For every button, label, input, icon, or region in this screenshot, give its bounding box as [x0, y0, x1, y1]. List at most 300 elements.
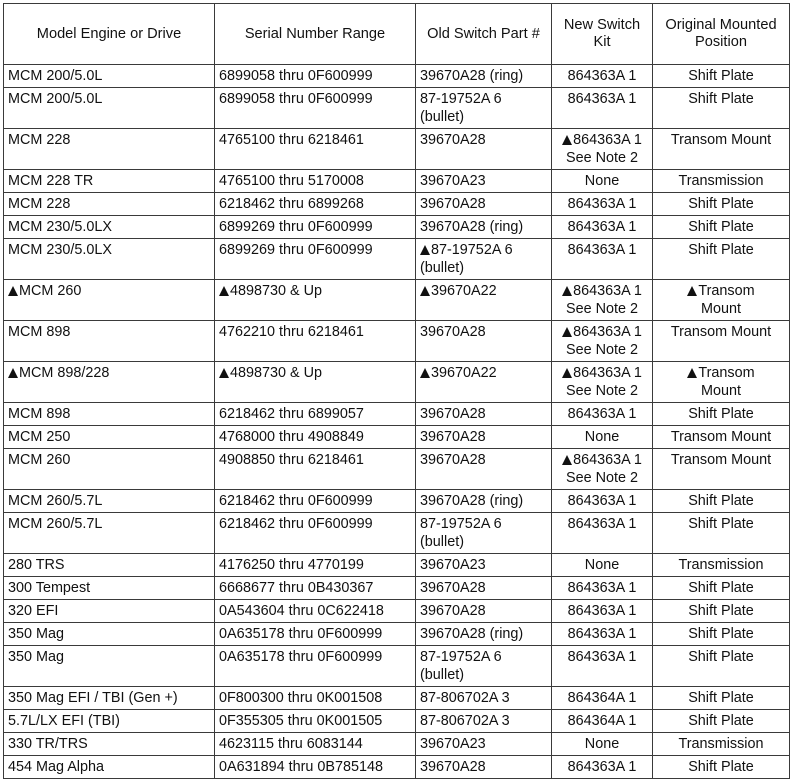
cell-line — [556, 218, 648, 236]
warning-triangle-icon — [562, 286, 572, 296]
cell-text: MCM 260/5.7L — [8, 493, 103, 509]
cell-text: Shift Plate — [688, 759, 754, 775]
cell-text: 6899269 thru 0F600999 — [219, 219, 373, 235]
cell-text: 39670A23 — [420, 736, 486, 752]
cell-serial-range — [215, 280, 416, 321]
cell-text: 864363A 1 — [573, 324, 642, 340]
switch-table-container — [3, 3, 789, 779]
cell-text: 280 TRS — [8, 557, 65, 573]
cell-model — [4, 216, 215, 239]
cell-text: 39670A28 (ring) — [420, 493, 524, 509]
cell-old-switch — [416, 687, 552, 710]
cell-text: MCM 250 — [8, 429, 71, 445]
cell-text: 454 Mag Alpha — [8, 759, 105, 775]
cell-old-switch — [416, 733, 552, 756]
cell-text: 4768000 thru 4908849 — [219, 429, 364, 445]
cell-line — [657, 451, 785, 469]
cell-text: Transmission — [678, 173, 764, 189]
cell-position — [653, 280, 790, 321]
cell-line — [420, 108, 547, 126]
header-new-kit — [552, 4, 653, 65]
cell-old-switch — [416, 646, 552, 687]
table-row — [4, 280, 790, 321]
cell-line — [420, 428, 547, 446]
table-row — [4, 687, 790, 710]
cell-model — [4, 65, 215, 88]
cell-line — [657, 758, 785, 776]
cell-line — [556, 515, 648, 533]
cell-old-switch — [416, 513, 552, 554]
cell-serial-range — [215, 710, 416, 733]
header-old-switch: Old Switch Part # — [416, 4, 552, 65]
cell-text: 39670A28 (ring) — [420, 626, 524, 642]
cell-text: MCM 260 — [8, 452, 71, 468]
cell-line — [657, 364, 785, 382]
cell-text: See Note 2 — [565, 470, 638, 486]
cell-new-kit — [552, 513, 653, 554]
cell-model — [4, 710, 215, 733]
cell-line — [556, 758, 648, 776]
warning-triangle-icon — [687, 368, 697, 378]
cell-old-switch — [416, 600, 552, 623]
cell-text: 864363A 1 — [567, 626, 637, 642]
cell-serial-range — [215, 623, 416, 646]
cell-line — [556, 67, 648, 85]
cell-new-kit — [552, 449, 653, 490]
cell-serial-range — [215, 490, 416, 513]
table-header-row — [4, 4, 790, 65]
cell-text: Shift Plate — [688, 242, 754, 258]
cell-text: MCM 230/5.0LX — [8, 242, 112, 258]
cell-text: 864363A 1 — [567, 91, 637, 107]
cell-old-switch — [416, 216, 552, 239]
header-position: Original Mounted Position — [653, 4, 790, 65]
cell-old-switch — [416, 65, 552, 88]
cell-line — [420, 195, 547, 213]
cell-text: 0A635178 thru 0F600999 — [219, 649, 383, 665]
cell-new-kit — [552, 600, 653, 623]
cell-old-switch — [416, 756, 552, 779]
table-row — [4, 216, 790, 239]
cell-text: 39670A28 — [420, 429, 486, 445]
cell-line — [556, 602, 648, 620]
cell-line — [420, 67, 547, 85]
cell-line — [657, 218, 785, 236]
cell-line — [657, 648, 785, 666]
cell-text: 87-806702A 3 — [420, 713, 510, 729]
table-row — [4, 449, 790, 490]
cell-line — [420, 515, 547, 533]
cell-text: 39670A23 — [420, 173, 486, 189]
cell-model — [4, 280, 215, 321]
cell-serial-range — [215, 65, 416, 88]
cell-position — [653, 554, 790, 577]
cell-serial-range — [215, 687, 416, 710]
cell-text: 864363A 1 — [567, 759, 637, 775]
cell-serial-range — [215, 554, 416, 577]
cell-line — [556, 712, 648, 730]
cell-text: 39670A28 — [420, 406, 486, 422]
cell-model — [4, 403, 215, 426]
table-row — [4, 65, 790, 88]
cell-line — [556, 131, 648, 149]
cell-text: MCM 898/228 — [19, 365, 110, 381]
cell-line — [657, 556, 785, 574]
cell-text: 864363A 1 — [567, 493, 637, 509]
cell-text: 39670A22 — [431, 365, 497, 381]
cell-text: 87-806702A 3 — [420, 690, 510, 706]
cell-text: 864363A 1 — [567, 649, 637, 665]
cell-text: MCM 260/5.7L — [8, 516, 103, 532]
cell-model — [4, 687, 215, 710]
cell-line — [556, 625, 648, 643]
cell-model — [4, 193, 215, 216]
cell-old-switch — [416, 403, 552, 426]
cell-line — [556, 689, 648, 707]
cell-line — [556, 451, 648, 469]
cell-text: Shift Plate — [688, 713, 754, 729]
cell-line — [657, 579, 785, 597]
warning-triangle-icon — [562, 135, 572, 145]
table-row — [4, 733, 790, 756]
cell-text: 4765100 thru 5170008 — [219, 173, 364, 189]
cell-text: 39670A22 — [431, 283, 497, 299]
cell-text: Transmission — [678, 557, 764, 573]
cell-line — [657, 67, 785, 85]
cell-text: Shift Plate — [688, 196, 754, 212]
table-body — [4, 65, 790, 779]
cell-text: 6218462 thru 0F600999 — [219, 516, 373, 532]
cell-text: Mount — [701, 301, 741, 317]
cell-position — [653, 129, 790, 170]
cell-new-kit — [552, 646, 653, 687]
cell-text: 4908850 thru 6218461 — [219, 452, 364, 468]
cell-line — [556, 492, 648, 510]
cell-text: 864364A 1 — [567, 713, 637, 729]
cell-line — [657, 735, 785, 753]
cell-text: 87-19752A 6 — [431, 242, 513, 258]
cell-line — [420, 451, 547, 469]
cell-text: Shift Plate — [688, 580, 754, 596]
cell-position — [653, 216, 790, 239]
cell-new-kit — [552, 710, 653, 733]
warning-triangle-icon — [562, 368, 572, 378]
cell-serial-range — [215, 88, 416, 129]
cell-position — [653, 733, 790, 756]
table-row — [4, 129, 790, 170]
cell-text: MCM 260 — [19, 283, 82, 299]
cell-text: 39670A23 — [420, 557, 486, 573]
cell-text: 39670A28 — [420, 759, 486, 775]
cell-position — [653, 577, 790, 600]
cell-old-switch — [416, 129, 552, 170]
cell-text: 4623115 thru 6083144 — [219, 736, 363, 752]
cell-model — [4, 490, 215, 513]
cell-position — [653, 193, 790, 216]
table-row — [4, 362, 790, 403]
table-row — [4, 193, 790, 216]
cell-position — [653, 513, 790, 554]
cell-line — [420, 241, 547, 259]
cell-model — [4, 600, 215, 623]
cell-text: See Note 2 — [565, 150, 638, 166]
cell-text: 6668677 thru 0B430367 — [219, 580, 374, 596]
cell-text: (bullet) — [420, 260, 464, 276]
cell-text: 864363A 1 — [573, 365, 642, 381]
cell-text: 864363A 1 — [567, 406, 637, 422]
cell-line — [556, 382, 648, 400]
cell-new-kit — [552, 426, 653, 449]
cell-serial-range — [215, 733, 416, 756]
cell-line — [420, 533, 547, 551]
cell-text: 4898730 & Up — [230, 283, 323, 299]
switch-replacement-table — [3, 3, 790, 779]
cell-serial-range — [215, 756, 416, 779]
cell-line — [556, 149, 648, 167]
cell-new-kit — [552, 321, 653, 362]
cell-old-switch — [416, 449, 552, 490]
cell-text: 864363A 1 — [573, 132, 642, 148]
cell-line — [657, 323, 785, 341]
cell-text: 350 Mag — [8, 626, 65, 642]
cell-text: Mount — [701, 383, 741, 399]
cell-text: 6899058 thru 0F600999 — [219, 91, 373, 107]
cell-line — [657, 90, 785, 108]
cell-text: See Note 2 — [565, 301, 638, 317]
cell-text: 320 EFI — [8, 603, 59, 619]
cell-text: 864363A 1 — [567, 516, 637, 532]
warning-triangle-icon — [8, 368, 18, 378]
cell-position — [653, 687, 790, 710]
cell-text: Transom Mount — [670, 132, 772, 148]
cell-text: 0A635178 thru 0F600999 — [219, 626, 383, 642]
cell-model — [4, 170, 215, 193]
cell-serial-range — [215, 513, 416, 554]
cell-line — [556, 556, 648, 574]
cell-text: Shift Plate — [688, 626, 754, 642]
cell-new-kit — [552, 193, 653, 216]
cell-model — [4, 426, 215, 449]
cell-new-kit — [552, 239, 653, 280]
cell-line — [420, 689, 547, 707]
cell-old-switch — [416, 623, 552, 646]
cell-text: 0F800300 thru 0K001508 — [219, 690, 383, 706]
cell-position — [653, 362, 790, 403]
cell-serial-range — [215, 403, 416, 426]
cell-position — [653, 170, 790, 193]
cell-text: 300 Tempest — [8, 580, 91, 596]
cell-line — [556, 579, 648, 597]
warning-triangle-icon — [562, 327, 572, 337]
cell-serial-range — [215, 600, 416, 623]
warning-triangle-icon — [420, 368, 430, 378]
cell-serial-range — [215, 170, 416, 193]
header-new-kit-text: New Switch Kit — [563, 17, 641, 50]
table-row — [4, 513, 790, 554]
cell-new-kit — [552, 733, 653, 756]
table-row — [4, 646, 790, 687]
cell-text: 39670A28 — [420, 580, 486, 596]
cell-line — [420, 602, 547, 620]
cell-line — [420, 735, 547, 753]
cell-new-kit — [552, 756, 653, 779]
cell-text: 87-19752A 6 — [420, 91, 502, 107]
cell-text: 0A543604 thru 0C622418 — [219, 603, 384, 619]
cell-new-kit — [552, 490, 653, 513]
cell-serial-range — [215, 449, 416, 490]
cell-text: Shift Plate — [688, 91, 754, 107]
cell-text: 87-19752A 6 — [420, 516, 502, 532]
cell-new-kit — [552, 687, 653, 710]
cell-position — [653, 710, 790, 733]
cell-old-switch — [416, 193, 552, 216]
cell-position — [653, 239, 790, 280]
cell-text: 6218462 thru 6899268 — [219, 196, 364, 212]
table-row — [4, 426, 790, 449]
cell-line — [556, 648, 648, 666]
cell-line — [420, 172, 547, 190]
cell-text: MCM 228 — [8, 196, 71, 212]
cell-line — [657, 131, 785, 149]
cell-text: Shift Plate — [688, 68, 754, 84]
cell-model — [4, 646, 215, 687]
cell-line — [657, 515, 785, 533]
cell-text: Shift Plate — [688, 649, 754, 665]
cell-text: MCM 898 — [8, 406, 71, 422]
cell-text: Shift Plate — [688, 406, 754, 422]
cell-text: 864363A 1 — [573, 283, 642, 299]
cell-model — [4, 623, 215, 646]
table-row — [4, 88, 790, 129]
cell-old-switch — [416, 280, 552, 321]
cell-text: 39670A28 — [420, 603, 486, 619]
cell-position — [653, 623, 790, 646]
cell-new-kit — [552, 362, 653, 403]
cell-line — [657, 428, 785, 446]
cell-old-switch — [416, 426, 552, 449]
cell-position — [653, 88, 790, 129]
cell-serial-range — [215, 216, 416, 239]
cell-text: 864364A 1 — [567, 690, 637, 706]
cell-text: 6218462 thru 6899057 — [219, 406, 364, 422]
cell-text: 864363A 1 — [567, 242, 637, 258]
cell-line — [657, 172, 785, 190]
cell-text: MCM 228 — [8, 132, 71, 148]
cell-line — [420, 625, 547, 643]
cell-text: 39670A28 (ring) — [420, 68, 524, 84]
warning-triangle-icon — [8, 286, 18, 296]
table-row — [4, 239, 790, 280]
cell-line — [420, 758, 547, 776]
cell-line — [556, 241, 648, 259]
cell-text: 6899269 thru 0F600999 — [219, 242, 373, 258]
warning-triangle-icon — [219, 368, 229, 378]
cell-text: (bullet) — [420, 534, 464, 550]
cell-model — [4, 733, 215, 756]
cell-line — [420, 90, 547, 108]
cell-line — [556, 469, 648, 487]
table-row — [4, 554, 790, 577]
cell-text: 87-19752A 6 — [420, 649, 502, 665]
warning-triangle-icon — [562, 455, 572, 465]
cell-line — [657, 625, 785, 643]
cell-text: 4176250 thru 4770199 — [219, 557, 364, 573]
cell-position — [653, 65, 790, 88]
cell-line — [657, 689, 785, 707]
cell-line — [420, 556, 547, 574]
cell-text: 39670A28 — [420, 452, 486, 468]
cell-text: Shift Plate — [688, 690, 754, 706]
cell-line — [657, 195, 785, 213]
cell-text: MCM 200/5.0L — [8, 68, 103, 84]
cell-text: Shift Plate — [688, 516, 754, 532]
table-row — [4, 600, 790, 623]
cell-text: None — [584, 557, 620, 573]
header-model: Model Engine or Drive — [4, 4, 215, 65]
cell-old-switch — [416, 554, 552, 577]
warning-triangle-icon — [687, 286, 697, 296]
cell-line — [556, 323, 648, 341]
cell-serial-range — [215, 193, 416, 216]
table-row — [4, 577, 790, 600]
cell-serial-range — [215, 239, 416, 280]
cell-model — [4, 321, 215, 362]
cell-serial-range — [215, 362, 416, 403]
cell-position — [653, 449, 790, 490]
cell-line — [420, 364, 547, 382]
cell-line — [556, 172, 648, 190]
cell-line — [556, 428, 648, 446]
cell-new-kit — [552, 554, 653, 577]
cell-text: Transmission — [678, 736, 764, 752]
cell-text: 0A631894 thru 0B785148 — [219, 759, 384, 775]
cell-model — [4, 577, 215, 600]
cell-old-switch — [416, 362, 552, 403]
cell-old-switch — [416, 710, 552, 733]
cell-model — [4, 239, 215, 280]
cell-new-kit — [552, 623, 653, 646]
cell-text: Shift Plate — [688, 493, 754, 509]
cell-text: MCM 898 — [8, 324, 71, 340]
cell-line — [556, 735, 648, 753]
cell-new-kit — [552, 170, 653, 193]
cell-text: 39670A28 — [420, 196, 486, 212]
cell-serial-range — [215, 577, 416, 600]
cell-new-kit — [552, 216, 653, 239]
cell-text: 6218462 thru 0F600999 — [219, 493, 373, 509]
cell-line — [420, 131, 547, 149]
cell-line — [556, 282, 648, 300]
cell-line — [657, 712, 785, 730]
cell-line — [420, 405, 547, 423]
cell-new-kit — [552, 403, 653, 426]
cell-model — [4, 513, 215, 554]
cell-text: 864363A 1 — [567, 603, 637, 619]
cell-old-switch — [416, 321, 552, 362]
cell-line — [420, 259, 547, 277]
cell-serial-range — [215, 129, 416, 170]
cell-position — [653, 756, 790, 779]
cell-text: 5.7L/LX EFI (TBI) — [8, 713, 120, 729]
cell-position — [653, 403, 790, 426]
cell-new-kit — [552, 129, 653, 170]
cell-line — [556, 405, 648, 423]
table-row — [4, 623, 790, 646]
cell-line — [657, 405, 785, 423]
table-row — [4, 170, 790, 193]
header-serial-range: Serial Number Range — [215, 4, 416, 65]
table-row — [4, 321, 790, 362]
